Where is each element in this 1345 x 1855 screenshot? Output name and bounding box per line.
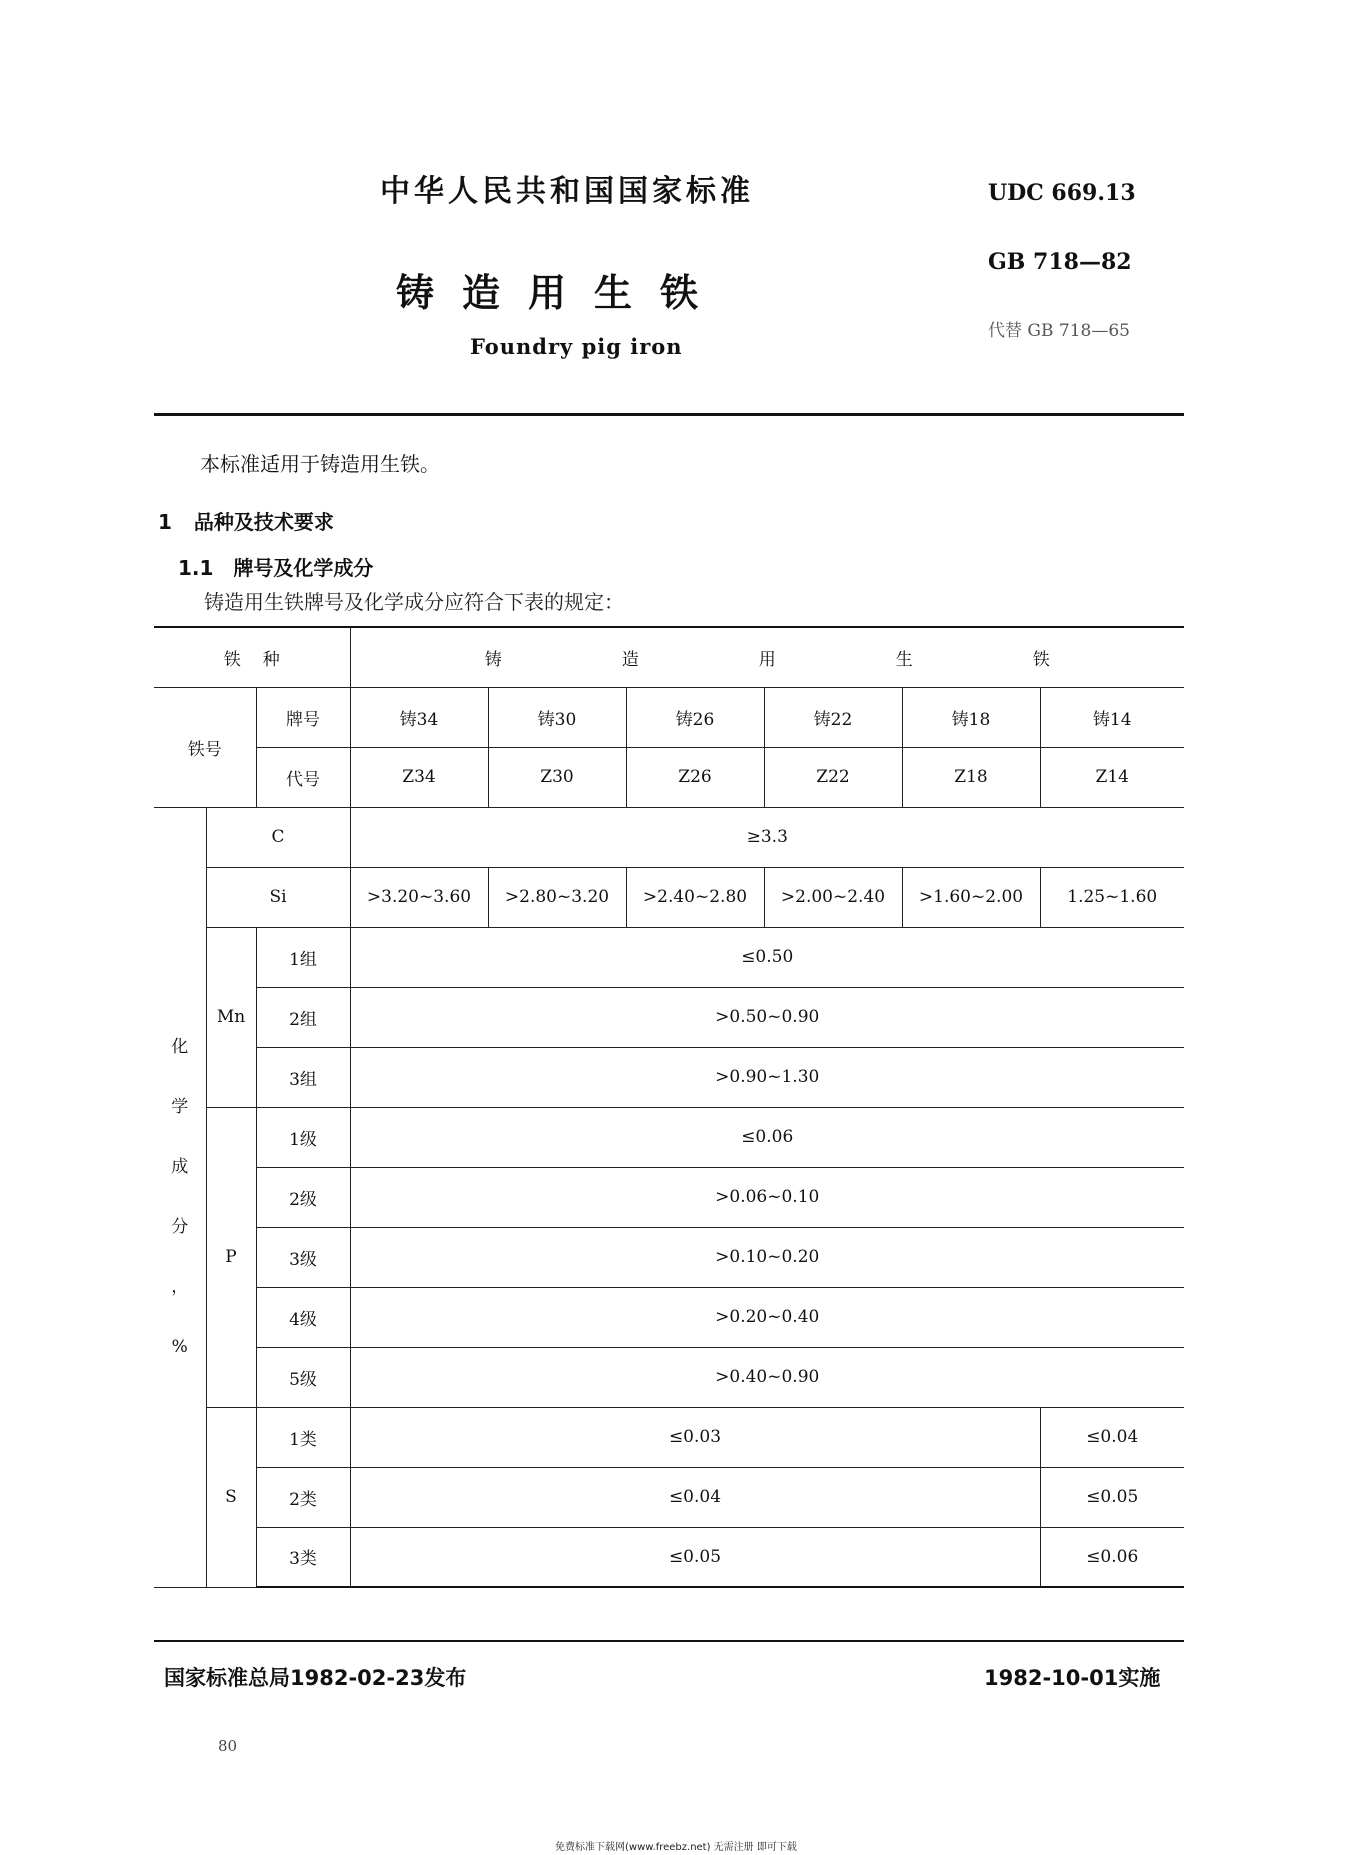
section-1-1-number: 1.1 [178,556,214,580]
sulfur-class: 1类 [256,1407,350,1467]
page-number: 80 [218,1737,238,1755]
manganese-group: 3组 [256,1047,350,1107]
scope-paragraph: 本标准适用于铸造用生铁。 [200,452,440,476]
sulfur-value: ≤0.05 [350,1527,1040,1587]
gb-number: GB 718—82 [988,249,1132,275]
iron-type-label: 铁种 [154,627,350,687]
table-row [154,687,1184,747]
code-label: 代号 [256,747,350,807]
carbon-label: C [206,807,350,867]
sulfur-class: 2类 [256,1467,350,1527]
section-1-1-heading [178,552,373,581]
table-row [154,1107,1184,1167]
table-row [154,987,1184,1047]
grade-label: 铁号 [154,687,256,807]
silicon-value: >3.20~3.60 [350,867,488,927]
chem-label-char: 学 [171,1097,189,1117]
brand-cell: 铸26 [626,687,764,747]
table-row [154,1347,1184,1407]
phosphorus-value: >0.10~0.20 [350,1227,1184,1287]
sulfur-value-z14: ≤0.06 [1040,1527,1184,1587]
sulfur-class: 3类 [256,1527,350,1587]
sulfur-value-z14: ≤0.05 [1040,1467,1184,1527]
phosphorus-value: >0.06~0.10 [350,1167,1184,1227]
chem-label-char: 分 [171,1217,189,1237]
phosphorus-grade: 1级 [256,1107,350,1167]
phosphorus-value: ≤0.06 [350,1107,1184,1167]
code-cell: Z22 [764,747,902,807]
chemical-composition-label [154,807,206,1587]
phosphorus-grade: 3级 [256,1227,350,1287]
phosphorus-value: >0.20~0.40 [350,1287,1184,1347]
brand-cell: 铸14 [1040,687,1184,747]
code-cell: Z26 [626,747,764,807]
phosphorus-grade: 4级 [256,1287,350,1347]
code-cell: Z34 [350,747,488,807]
table-row [154,1047,1184,1107]
table-row [154,747,1184,807]
replaces-standard: 代替 GB 718—65 [988,321,1130,341]
issued-date: 国家标准总局1982-02-23发布 [164,1666,467,1690]
chem-label-char: 成 [171,1157,189,1177]
brand-cell: 铸22 [764,687,902,747]
effective-date: 1982-10-01实施 [984,1666,1161,1690]
iron-type-value: 铸造用生铁 [350,627,1184,687]
table-row [154,1287,1184,1347]
phosphorus-grade: 5级 [256,1347,350,1407]
chem-label-char: 化 [171,1037,189,1057]
section-1-heading [158,506,334,535]
brand-cell: 铸18 [902,687,1040,747]
brand-label: 牌号 [256,687,350,747]
table-row [154,807,1184,867]
chemical-composition-table [154,626,1184,1588]
standard-title: 中华人民共和国国家标准 [380,174,754,209]
code-cell: Z18 [902,747,1040,807]
table-row [154,1407,1184,1467]
udc-code: UDC 669.13 [988,180,1136,206]
manganese-value: >0.90~1.30 [350,1047,1184,1107]
table-intro-paragraph: 铸造用生铁牌号及化学成分应符合下表的规定： [204,590,624,614]
table-row [154,867,1184,927]
manganese-value: >0.50~0.90 [350,987,1184,1047]
chem-label-char: % [171,1337,188,1357]
header-divider [154,413,1184,416]
document-title-english: Foundry pig iron [470,334,683,359]
sulfur-value-z14: ≤0.04 [1040,1407,1184,1467]
manganese-group: 2组 [256,987,350,1047]
sulfur-value: ≤0.04 [350,1467,1040,1527]
brand-cell: 铸34 [350,687,488,747]
section-1-1-title: 牌号及化学成分 [233,556,374,580]
table-row [154,927,1184,987]
table-row [154,1527,1184,1587]
manganese-label: Mn [206,927,256,1107]
sulfur-value: ≤0.03 [350,1407,1040,1467]
table-row [154,1167,1184,1227]
code-cell: Z30 [488,747,626,807]
phosphorus-value: >0.40~0.90 [350,1347,1184,1407]
section-1-title: 品种及技术要求 [193,510,334,534]
phosphorus-label: P [206,1107,256,1407]
document-title: 铸造用生铁 [396,271,727,315]
sulfur-label: S [206,1407,256,1587]
phosphorus-grade: 2级 [256,1167,350,1227]
table-row [154,1467,1184,1527]
carbon-value: ≥3.3 [350,807,1184,867]
table-row [154,627,1184,687]
brand-cell: 铸30 [488,687,626,747]
table-row [154,1227,1184,1287]
silicon-label: Si [206,867,350,927]
download-note[interactable]: 免费标准下载网(www.freebz.net) 无需注册 即可下载 [555,1842,797,1853]
manganese-group: 1组 [256,927,350,987]
footer-divider [154,1640,1184,1642]
silicon-value: 1.25~1.60 [1040,867,1184,927]
section-1-number: 1 [158,510,172,534]
silicon-value: >2.40~2.80 [626,867,764,927]
chem-label-char: ， [171,1277,189,1297]
code-cell: Z14 [1040,747,1184,807]
silicon-value: >1.60~2.00 [902,867,1040,927]
silicon-value: >2.00~2.40 [764,867,902,927]
silicon-value: >2.80~3.20 [488,867,626,927]
manganese-value: ≤0.50 [350,927,1184,987]
